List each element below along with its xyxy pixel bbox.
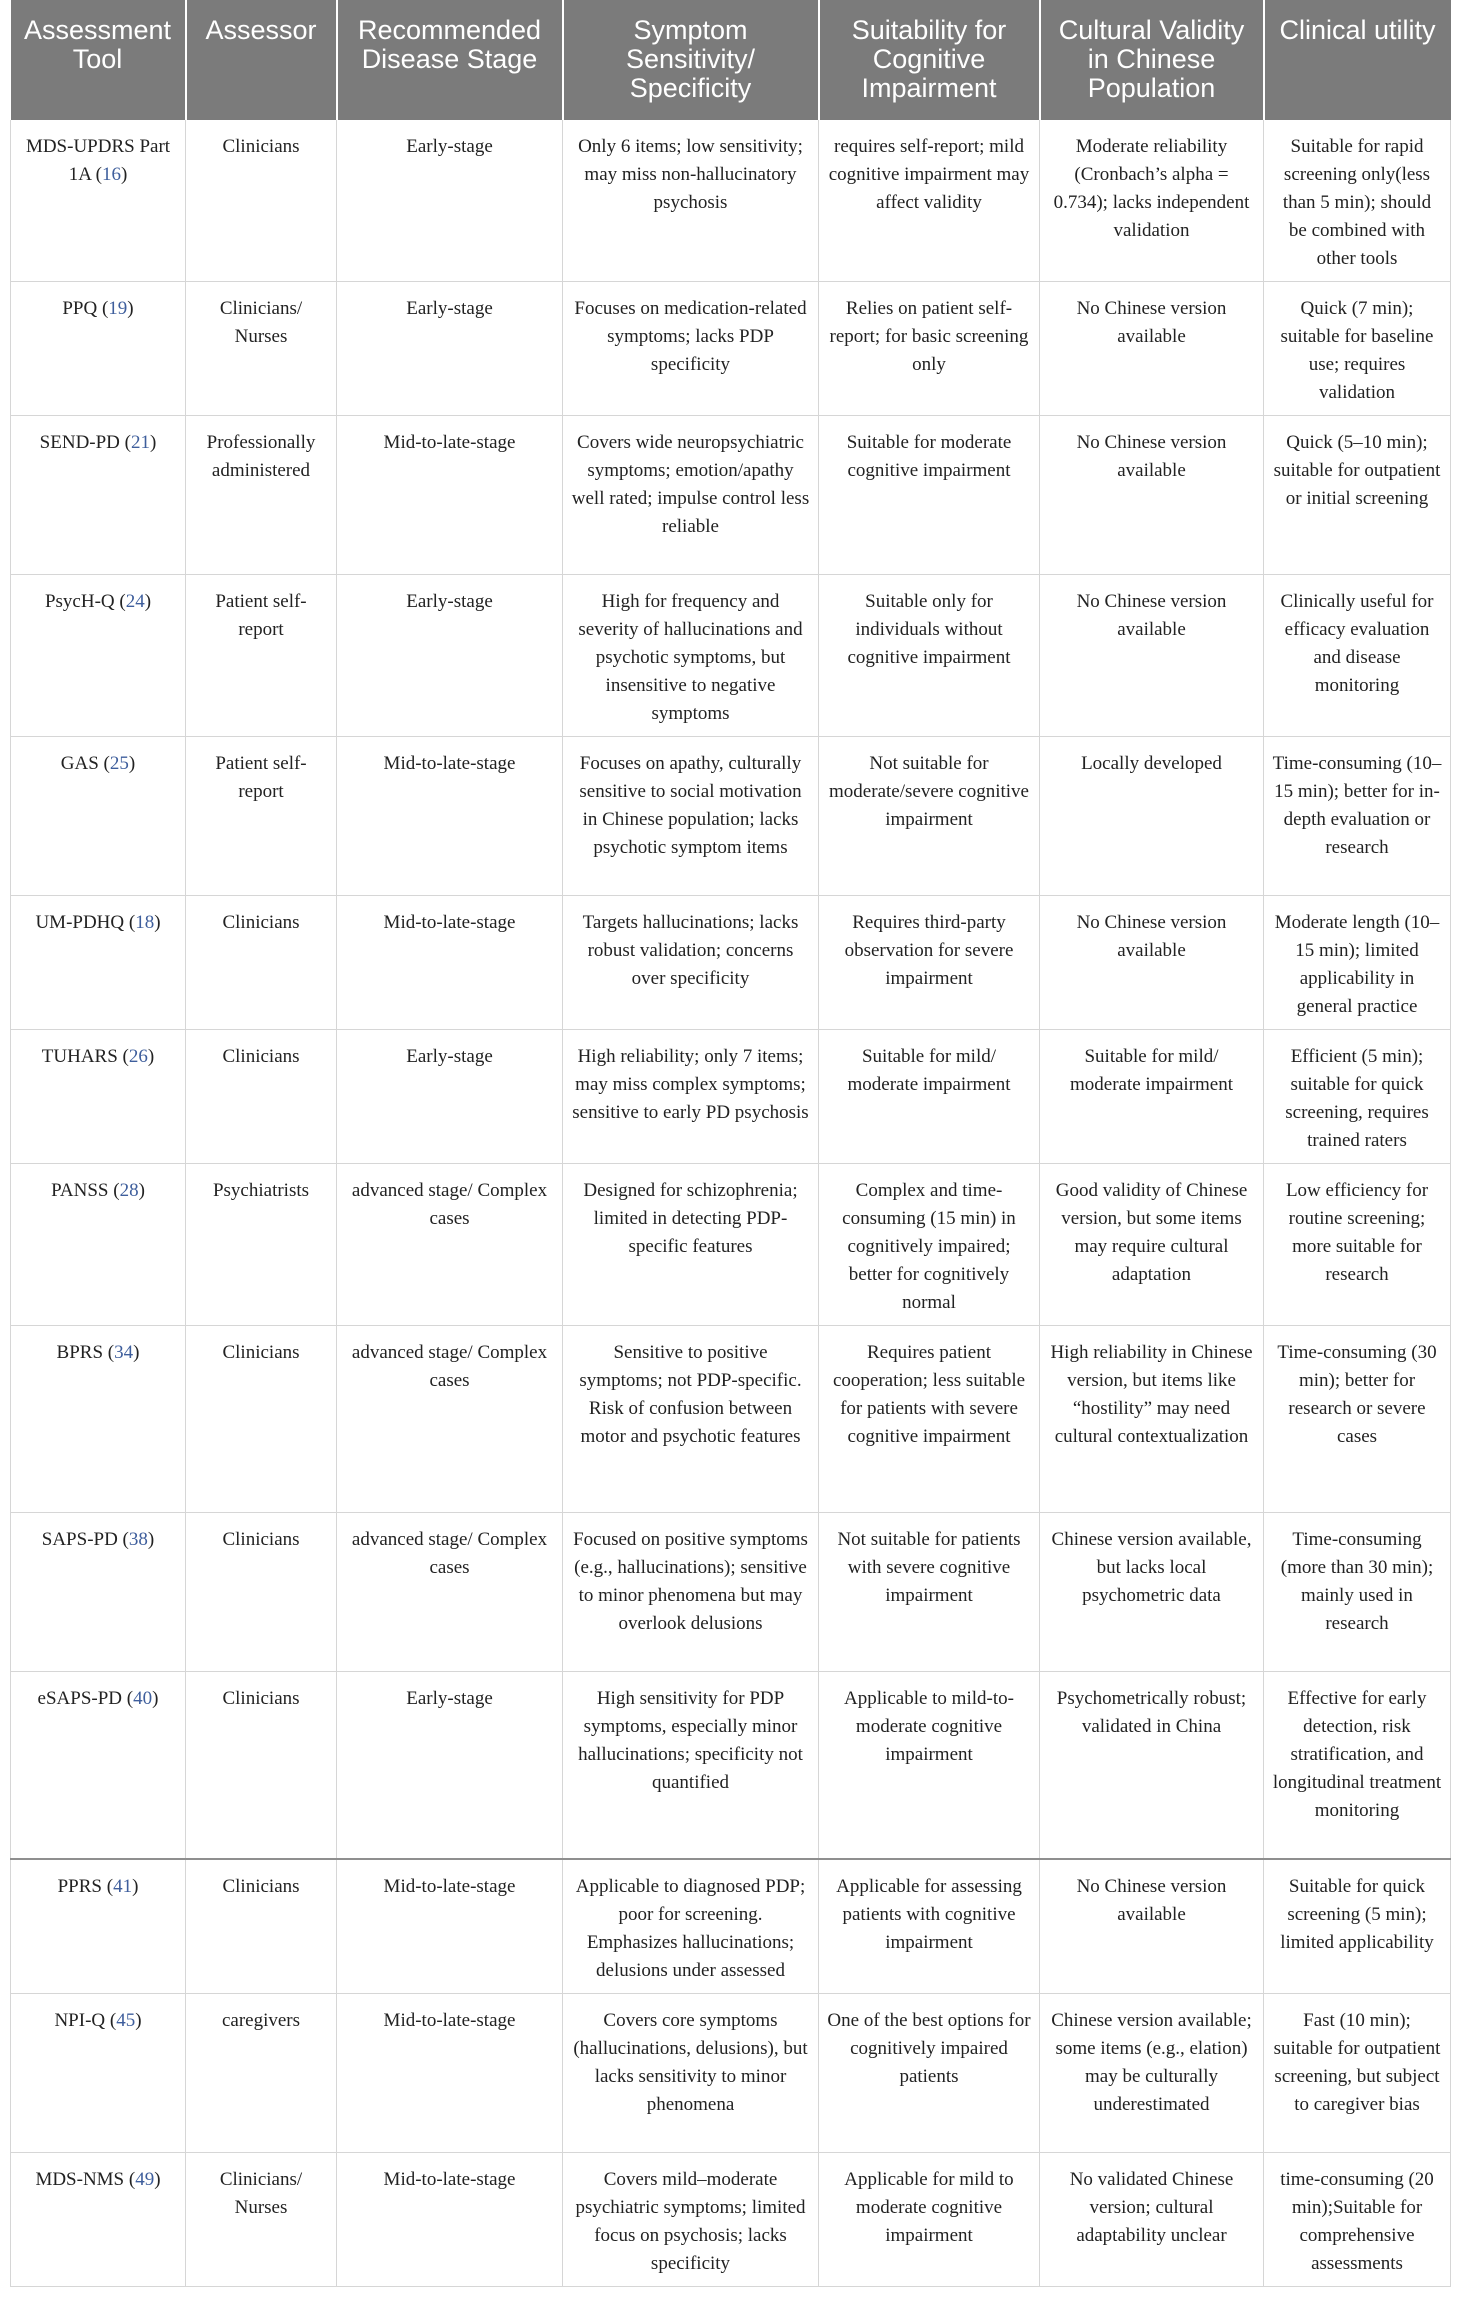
cognitive-cell: Relies on patient self-report; for basic screening only xyxy=(819,282,1040,416)
stage-cell: Early-stage xyxy=(337,120,563,282)
assessment-tools-table xyxy=(10,0,1451,2287)
cognitive-cell: Suitable only for individuals without cognitive impairment xyxy=(819,575,1040,737)
header-clinical-utility: Clinical utility xyxy=(1264,0,1451,120)
cultural-cell: No validated Chinese version; cultural adaptability unclear xyxy=(1040,2152,1264,2286)
table-row xyxy=(11,416,1451,575)
tool-name: SEND-PD ( xyxy=(39,432,131,453)
tool-name: SAPS-PD ( xyxy=(41,1529,129,1550)
cultural-cell: Chinese version available, but lacks local psychometric data xyxy=(1040,1513,1264,1672)
cognitive-cell: Requires third-party observation for severe impairment xyxy=(819,896,1040,1030)
table-body xyxy=(11,120,1451,2286)
table-row xyxy=(11,1859,1451,1994)
assessor-cell: Patient self-report xyxy=(186,575,337,737)
sensitivity-cell: Covers core symptoms (hallucinations, delusions), but lacks sensitivity to minor phenomena xyxy=(563,1993,819,2152)
stage-cell: Early-stage xyxy=(337,282,563,416)
table-row xyxy=(11,1326,1451,1513)
stage-cell: Mid-to-late-stage xyxy=(337,896,563,1030)
tool-name: TUHARS ( xyxy=(41,1046,129,1067)
sensitivity-cell: Covers mild–moderate psychiatric symptoms; limited focus on psychosis; lacks specificity xyxy=(563,2152,819,2286)
stage-cell: Early-stage xyxy=(337,575,563,737)
cognitive-cell: Requires patient cooperation; less suitable for patients with severe cognitive impairment xyxy=(819,1326,1040,1513)
tool-name: MDS-UPDRS Part 1A ( xyxy=(25,136,171,185)
assessor-cell: Patient self-report xyxy=(186,737,337,896)
sensitivity-cell: Covers wide neuropsychiatric symptoms; emotion/apathy well rated; impulse control less reliable xyxy=(563,416,819,575)
cultural-cell: Locally developed xyxy=(1040,737,1264,896)
table-row xyxy=(11,896,1451,1030)
table-row xyxy=(11,1993,1451,2152)
utility-cell: time-consuming (20 min);Suitable for comprehensive assessments xyxy=(1264,2152,1451,2286)
tool-cell xyxy=(11,1164,186,1326)
cognitive-cell: Suitable for mild/ moderate impairment xyxy=(819,1030,1040,1164)
assessor-cell: Clinicians xyxy=(186,1030,337,1164)
tool-name: NPI-Q ( xyxy=(54,2009,117,2031)
sensitivity-cell: Designed for schizophrenia; limited in detecting PDP-specific features xyxy=(563,1164,819,1326)
sensitivity-cell: Only 6 items; low sensitivity; may miss non-hallucinatory psychosis xyxy=(563,120,819,282)
tool-name: MDS-NMS ( xyxy=(35,2168,136,2190)
utility-cell: Moderate length (10–15 min); limited applicability in general practice xyxy=(1264,896,1451,1030)
table-row xyxy=(11,1030,1451,1164)
cognitive-cell: Applicable to mild-to-moderate cognitive impairment xyxy=(819,1672,1040,1859)
utility-cell: Time-consuming (10–15 min); better for in-depth evaluation or research xyxy=(1264,737,1451,896)
stage-cell: Mid-to-late-stage xyxy=(337,416,563,575)
sensitivity-cell: Targets hallucinations; lacks robust validation; concerns over specificity xyxy=(563,896,819,1030)
cultural-cell: Good validity of Chinese version, but some items may require cultural adaptation xyxy=(1040,1164,1264,1326)
header-row xyxy=(11,0,1451,120)
tool-paren: ) xyxy=(147,1046,155,1067)
reference-link[interactable]: 38 xyxy=(128,1529,148,1550)
assessor-cell: Clinicians xyxy=(186,1513,337,1672)
table-row xyxy=(11,1513,1451,1672)
stage-cell: Mid-to-late-stage xyxy=(337,1993,563,2152)
tool-paren: ) xyxy=(138,1180,145,1201)
reference-link[interactable]: 18 xyxy=(135,912,155,933)
utility-cell: Time-consuming (30 min); better for research or severe cases xyxy=(1264,1326,1451,1513)
tool-paren: ) xyxy=(133,1342,140,1363)
sensitivity-cell: High sensitivity for PDP symptoms, especially minor hallucinations; specificity not quantified xyxy=(563,1672,819,1859)
cultural-cell: Chinese version available; some items (e.g., elation) may be culturally underestimated xyxy=(1040,1993,1264,2152)
tool-cell xyxy=(11,896,186,1030)
table-row xyxy=(11,1164,1451,1326)
table-row xyxy=(11,575,1451,737)
tool-paren: ) xyxy=(144,591,152,612)
cognitive-cell: One of the best options for cognitively impaired patients xyxy=(819,1993,1040,2152)
stage-cell: Early-stage xyxy=(337,1030,563,1164)
tool-paren: ) xyxy=(127,298,134,319)
tool-cell xyxy=(11,2152,186,2286)
cultural-cell: High reliability in Chinese version, but items like “hostility” may need cultural contextualization xyxy=(1040,1326,1264,1513)
reference-link[interactable]: 19 xyxy=(108,298,128,319)
reference-link[interactable]: 25 xyxy=(109,753,129,774)
reference-link[interactable]: 24 xyxy=(125,591,145,612)
tool-name: PPQ ( xyxy=(62,298,109,319)
table-row xyxy=(11,282,1451,416)
assessor-cell: Clinicians/ Nurses xyxy=(186,282,337,416)
utility-cell: Suitable for quick screening (5 min); limited applicability xyxy=(1264,1859,1451,1994)
reference-link[interactable]: 49 xyxy=(135,2168,155,2190)
tool-name: PANSS ( xyxy=(51,1180,120,1201)
header-disease-stage: Recommended Disease Stage xyxy=(337,0,563,120)
utility-cell: Effective for early detection, risk stratification, and longitudinal treatment monitoring xyxy=(1264,1672,1451,1859)
cultural-cell: Psychometrically robust; validated in China xyxy=(1040,1672,1264,1859)
header-cultural-validity: Cultural Validity in Chinese Population xyxy=(1040,0,1264,120)
tool-cell xyxy=(11,120,186,282)
tool-cell xyxy=(11,1672,186,1859)
sensitivity-cell: Focuses on medication-related symptoms; lacks PDP specificity xyxy=(563,282,819,416)
utility-cell: Clinically useful for efficacy evaluation and disease monitoring xyxy=(1264,575,1451,737)
sensitivity-cell: High reliability; only 7 items; may miss complex symptoms; sensitive to early PD psychosis xyxy=(563,1030,819,1164)
tool-cell xyxy=(11,1513,186,1672)
reference-link[interactable]: 40 xyxy=(133,1688,153,1709)
assessor-cell: Clinicians xyxy=(186,1672,337,1859)
cognitive-cell: Complex and time-consuming (15 min) in cognitively impaired; better for cognitively normal xyxy=(819,1164,1040,1326)
tool-paren: ) xyxy=(128,753,136,774)
header-assessment-tool: Assessment Tool xyxy=(11,0,186,120)
assessor-cell: Clinicians xyxy=(186,1859,337,1994)
sensitivity-cell: High for frequency and severity of hallucinations and psychotic symptoms, but insensitive to negative symptoms xyxy=(563,575,819,737)
stage-cell: Mid-to-late-stage xyxy=(337,737,563,896)
table-row xyxy=(11,737,1451,896)
header-cognitive-suitability: Suitability for Cognitive Impairment xyxy=(819,0,1040,120)
utility-cell: Suitable for rapid screening only(less than 5 min); should be combined with other tools xyxy=(1264,120,1451,282)
tool-cell xyxy=(11,1859,186,1994)
cognitive-cell: Applicable for assessing patients with cognitive impairment xyxy=(819,1859,1040,1994)
assessor-cell: Professionally administered xyxy=(186,416,337,575)
cognitive-cell: Not suitable for patients with severe cognitive impairment xyxy=(819,1513,1040,1672)
reference-link[interactable]: 34 xyxy=(114,1342,134,1363)
reference-link[interactable]: 21 xyxy=(130,432,150,453)
assessor-cell: Clinicians xyxy=(186,1326,337,1513)
tool-cell xyxy=(11,416,186,575)
tool-paren: ) xyxy=(154,912,161,933)
tool-cell xyxy=(11,575,186,737)
tool-paren: ) xyxy=(132,1875,139,1897)
tool-cell xyxy=(11,1326,186,1513)
tool-paren: ) xyxy=(149,432,157,453)
utility-cell: Efficient (5 min); suitable for quick screening, requires trained raters xyxy=(1264,1030,1451,1164)
assessor-cell: Clinicians/ Nurses xyxy=(186,2152,337,2286)
tool-name: BPRS ( xyxy=(56,1342,115,1363)
cultural-cell: Suitable for mild/ moderate impairment xyxy=(1040,1030,1264,1164)
tool-paren: ) xyxy=(152,1688,159,1709)
stage-cell: advanced stage/ Complex cases xyxy=(337,1513,563,1672)
header-sensitivity-specificity: Symptom Sensitivity/ Specificity xyxy=(563,0,819,120)
table-row xyxy=(11,2152,1451,2286)
utility-cell: Quick (7 min); suitable for baseline use; requires validation xyxy=(1264,282,1451,416)
cultural-cell: No Chinese version available xyxy=(1040,416,1264,575)
stage-cell: Early-stage xyxy=(337,1672,563,1859)
tool-name: eSAPS-PD ( xyxy=(37,1688,134,1709)
cultural-cell: No Chinese version available xyxy=(1040,1859,1264,1994)
sensitivity-cell: Sensitive to positive symptoms; not PDP-specific. Risk of confusion between motor and psychotic features xyxy=(563,1326,819,1513)
tool-name: GAS ( xyxy=(60,753,110,774)
cognitive-cell: Not suitable for moderate/severe cognitive impairment xyxy=(819,737,1040,896)
tool-paren: ) xyxy=(120,164,128,185)
utility-cell: Time-consuming (more than 30 min); mainly used in research xyxy=(1264,1513,1451,1672)
utility-cell: Quick (5–10 min); suitable for outpatient or initial screening xyxy=(1264,416,1451,575)
reference-link[interactable]: 16 xyxy=(101,164,121,185)
tool-name: PPRS ( xyxy=(57,1875,114,1897)
cognitive-cell: requires self-report; mild cognitive impairment may affect validity xyxy=(819,120,1040,282)
tool-cell xyxy=(11,1993,186,2152)
cognitive-cell: Suitable for moderate cognitive impairment xyxy=(819,416,1040,575)
table-header xyxy=(11,0,1451,120)
tool-cell xyxy=(11,282,186,416)
stage-cell: advanced stage/ Complex cases xyxy=(337,1164,563,1326)
reference-link[interactable]: 45 xyxy=(116,2009,136,2031)
tool-name: PsycH-Q ( xyxy=(44,591,126,612)
cultural-cell: No Chinese version available xyxy=(1040,896,1264,1030)
cognitive-cell: Applicable for mild to moderate cognitive impairment xyxy=(819,2152,1040,2286)
utility-cell: Fast (10 min); suitable for outpatient screening, but subject to caregiver bias xyxy=(1264,1993,1451,2152)
assessor-cell: Clinicians xyxy=(186,120,337,282)
tool-paren: ) xyxy=(135,2009,142,2031)
table-row xyxy=(11,120,1451,282)
sensitivity-cell: Applicable to diagnosed PDP; poor for screening. Emphasizes hallucinations; delusions under assessed xyxy=(563,1859,819,1994)
utility-cell: Low efficiency for routine screening; more suitable for research xyxy=(1264,1164,1451,1326)
header-assessor: Assessor xyxy=(186,0,337,120)
assessor-cell: Clinicians xyxy=(186,896,337,1030)
reference-link[interactable]: 26 xyxy=(128,1046,148,1067)
cultural-cell: Moderate reliability (Cronbach’s alpha = 0.734); lacks independent validation xyxy=(1040,120,1264,282)
assessor-cell: Psychiatrists xyxy=(186,1164,337,1326)
sensitivity-cell: Focused on positive symptoms (e.g., hallucinations); sensitive to minor phenomena but may overlook delusions xyxy=(563,1513,819,1672)
cultural-cell: No Chinese version available xyxy=(1040,282,1264,416)
sensitivity-cell: Focuses on apathy, culturally sensitive to social motivation in Chinese population; lacks psychotic symptom items xyxy=(563,737,819,896)
tool-name: UM-PDHQ ( xyxy=(35,912,136,933)
table-row xyxy=(11,1672,1451,1859)
tool-paren: ) xyxy=(147,1529,155,1550)
assessor-cell: caregivers xyxy=(186,1993,337,2152)
tool-cell xyxy=(11,1030,186,1164)
stage-cell: Mid-to-late-stage xyxy=(337,1859,563,1994)
stage-cell: advanced stage/ Complex cases xyxy=(337,1326,563,1513)
stage-cell: Mid-to-late-stage xyxy=(337,2152,563,2286)
cultural-cell: No Chinese version available xyxy=(1040,575,1264,737)
reference-link[interactable]: 28 xyxy=(119,1180,139,1201)
tool-paren: ) xyxy=(154,2168,161,2190)
tool-cell xyxy=(11,737,186,896)
reference-link[interactable]: 41 xyxy=(113,1875,133,1897)
